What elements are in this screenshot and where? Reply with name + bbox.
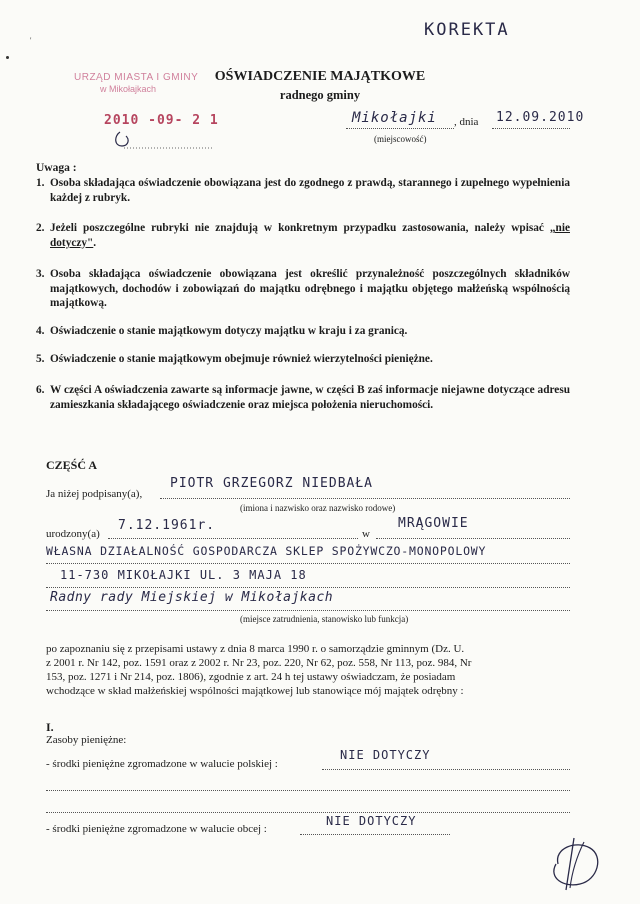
pln-funds-extra-line xyxy=(46,790,570,791)
stamp-initials-mark xyxy=(108,128,218,152)
note-text-part: Jeżeli poszczególne rubryki nie znajdują w konkretnym przypadku zastosowania, należy wpisać xyxy=(50,222,550,234)
statement-paragraph xyxy=(46,642,471,698)
received-date-stamp: 2010 -09- 2 1 xyxy=(104,113,219,128)
statement-line: 153, poz. 1271 i Nr 214, poz. 1806), zgodnie z art. 24 h tej ustawy oświadczam, że posiadam xyxy=(46,671,456,683)
statement-line: po zapoznaniu się z przepisami ustawy z dnia 8 marca 1990 r. o samorządzie gminnym (Dz. U. xyxy=(46,643,465,655)
employment-dotline-3 xyxy=(46,610,570,611)
note-text: W części A oświadczenia zawarte są informacje jawne, w części B zaś informacje niejawne dotyczące adresu zamieszkania składającego oświadczenie oraz miejsca położenia nieruchomości. xyxy=(50,384,570,411)
not-applicable-phrase: „nie dotyczy" xyxy=(50,222,570,249)
place-caption: (miejscowość) xyxy=(374,134,427,144)
stamp-office-line2: w Mikołajkach xyxy=(100,84,157,94)
place-line xyxy=(346,128,454,129)
note-text-part: . xyxy=(93,236,97,249)
note-item-1 xyxy=(36,176,570,205)
pln-funds-label: - środki pieniężne zgromadzone w walucie polskiej : xyxy=(46,758,278,770)
in-label: w xyxy=(362,528,370,540)
birth-place-line xyxy=(376,538,570,539)
employment-dotline-1 xyxy=(46,563,570,564)
name-line xyxy=(160,498,570,499)
birth-place-value: MRĄGOWIE xyxy=(398,516,469,531)
note-text: Osoba składająca oświadczenie obowiązana jest określić przynależność poszczególnych składników majątkowych, dochodów i zobowiązań do majątku odrębnego i majątku objętego małżeńską wspólnością majątkową. xyxy=(50,268,570,310)
note-item-6 xyxy=(36,383,570,412)
section-1-number: I. xyxy=(46,720,54,734)
full-name-value: PIOTR GRZEGORZ NIEDBAŁA xyxy=(170,476,374,491)
foreign-funds-label: - środki pieniężne zgromadzone w walucie obcej : xyxy=(46,823,267,835)
note-number: 2. xyxy=(36,222,45,234)
birth-date-line xyxy=(108,538,358,539)
note-number: 4. xyxy=(36,325,45,337)
date-line xyxy=(492,128,570,129)
document-title: OŚWIADCZENIE MAJĄTKOWE xyxy=(214,69,426,84)
name-caption: (imiona i nazwisko oraz nazwisko rodowe) xyxy=(240,503,396,513)
signed-label: Ja niżej podpisany(a), xyxy=(46,488,143,500)
employment-caption: (miejsce zatrudnienia, stanowisko lub funkcja) xyxy=(240,614,409,624)
pln-funds-extra-line xyxy=(46,812,570,813)
note-item-2 xyxy=(36,221,570,250)
note-item-5 xyxy=(36,352,570,367)
section-1-heading: Zasoby pieniężne: xyxy=(46,734,127,746)
foreign-funds-line xyxy=(300,834,450,835)
employment-line-2: 11-730 MIKOŁAJKI UL. 3 MAJA 18 xyxy=(60,568,307,582)
statement-line: wchodzące w skład małżeńskiej wspólności majątkowej lub stanowiące mój majątek odrębny : xyxy=(46,685,464,697)
note-item-4 xyxy=(36,324,570,339)
note-text: Oświadczenie o stanie majątkowym dotyczy majątku w kraju i za granicą. xyxy=(50,325,408,337)
foreign-funds-value: NIE DOTYCZY xyxy=(326,814,417,828)
note-text: Osoba składająca oświadczenie obowiązana jest do zgodnego z prawdą, starannego i zupełnego wypełnienia każdej z rubryk. xyxy=(50,177,570,204)
note-number: 1. xyxy=(36,177,45,189)
note-item-3 xyxy=(36,267,570,311)
note-text: Oświadczenie o stanie majątkowym obejmuje również wierzytelności pieniężne. xyxy=(50,353,433,365)
pln-funds-value: NIE DOTYCZY xyxy=(340,748,431,762)
date-value: 12.09.2010 xyxy=(496,110,585,125)
born-label: urodzony(a) xyxy=(46,528,100,540)
place-value: Mikołajki xyxy=(352,110,437,126)
notes-heading: Uwaga : xyxy=(36,162,77,174)
statement-line: z 2001 r. Nr 142, poz. 1591 oraz z 2002 r. Nr 23, poz. 220, Nr 62, poz. 558, Nr 113, poz. 984, Nr xyxy=(46,657,472,669)
corner-mark: ' xyxy=(30,36,32,45)
note-number: 5. xyxy=(36,353,45,365)
date-label: , dnia xyxy=(454,116,479,128)
birth-date-value: 7.12.1961r. xyxy=(118,518,216,533)
employment-line-3: Radny rady Miejskiej w Mikołajkach xyxy=(50,590,334,605)
corner-dot xyxy=(6,56,9,59)
pln-funds-line xyxy=(322,769,570,770)
employment-line-1: WŁASNA DZIAŁALNOŚĆ GOSPODARCZA SKLEP SPOŻYWCZO-MONOPOLOWY xyxy=(46,544,487,558)
note-number: 6. xyxy=(36,384,45,396)
stamp-office-line1: URZĄD MIASTA I GMINY xyxy=(74,72,199,83)
part-a-heading: CZĘŚĆ A xyxy=(46,458,98,472)
employment-dotline-2 xyxy=(46,587,570,588)
correction-note: KOREKTA xyxy=(424,20,510,40)
note-number: 3. xyxy=(36,268,45,280)
signature-initials xyxy=(536,834,616,892)
document-subtitle: radnego gminy xyxy=(279,88,361,102)
note-text xyxy=(50,221,570,250)
